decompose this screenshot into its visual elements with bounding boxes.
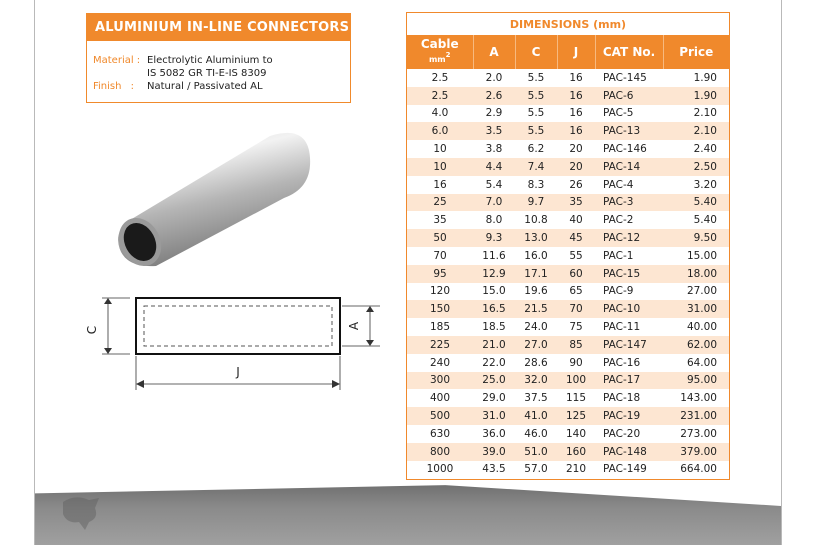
cell-cat: PAC-5 [603,107,634,120]
cell-a: 16.5 [473,300,515,318]
cell-j: 210 [565,463,587,476]
connector-tube-image [118,128,318,268]
cell-j: 55 [569,249,583,262]
cell-c: 5.5 [527,107,545,120]
table-body [407,69,729,478]
table-row [407,265,729,283]
table-row [407,140,729,158]
table-row [407,176,729,194]
header-cable-unit-sup: 2 [445,51,451,59]
cell-cable: 225 [407,336,473,354]
cell-price: 5.40 [663,194,729,212]
cell-price: 273.00 [680,427,717,440]
table-row [407,69,729,87]
cell-price: 2.10 [693,107,717,120]
cell-price: 62.00 [663,336,729,354]
cell-c: 17.1 [515,265,557,283]
dimension-diagram [80,290,390,400]
cell-j: 75 [569,321,583,334]
cell-cat: PAC-18 [603,392,641,405]
cell-a: 5.4 [485,178,503,191]
cell-cat: PAC-16 [603,356,641,369]
cell-cable: 630 [429,427,451,440]
left-page-margin [0,0,35,545]
cell-c: 7.4 [515,158,557,176]
cell-j: 16 [569,71,583,84]
cell-cable: 4.0 [431,107,449,120]
cell-cable: 6.0 [407,122,473,140]
dimensions-panel [406,12,730,480]
product-title: ALUMINIUM IN-LINE CONNECTORS [87,14,350,41]
table-row [407,318,729,336]
cell-cat: PAC-13 [595,122,663,140]
label-a: A [347,321,361,331]
cell-cable: 35 [433,214,447,227]
cell-c: 6.2 [527,143,545,156]
finish-value: Natural / Passivated AL [147,81,263,92]
header-cable [407,35,473,69]
cell-j: 45 [557,229,595,247]
cell-c: 13.0 [515,229,557,247]
cell-c: 19.6 [524,285,548,298]
cell-a: 2.6 [473,87,515,105]
cell-j: 125 [557,407,595,425]
cell-c: 10.8 [524,214,548,227]
cell-c: 28.6 [524,356,548,369]
cell-j: 160 [557,443,595,461]
cell-price: 2.40 [693,143,717,156]
cell-price: 9.50 [663,229,729,247]
cell-price: 2.50 [663,158,729,176]
header-j: J [557,35,595,69]
cell-cable: 150 [407,300,473,318]
cell-cat: PAC-17 [595,372,663,390]
cell-a: 9.3 [473,229,515,247]
cell-price: 95.00 [663,372,729,390]
cell-a: 18.5 [482,321,506,334]
cell-c: 16.0 [524,249,548,262]
material-spec-cont [93,68,267,79]
cell-j: 26 [569,178,583,191]
cell-price: 664.00 [680,463,717,476]
table-row [407,122,729,140]
table-row [407,425,729,443]
cell-a: 2.9 [485,107,503,120]
header-cat: CAT No. [595,35,663,69]
material-value-line1: Electrolytic Aluminium to [147,55,273,66]
cell-cable: 10 [433,143,447,156]
cell-cat: PAC-4 [603,178,634,191]
cell-j: 140 [565,427,587,440]
right-page-margin [781,0,815,545]
cell-a: 11.6 [482,249,506,262]
cell-cable: 120 [429,285,451,298]
cell-a: 25.0 [473,372,515,390]
dimensions-table [407,35,729,478]
cell-price: 2.10 [663,122,729,140]
cell-cable: 500 [407,407,473,425]
table-row [407,461,729,479]
table-row [407,336,729,354]
cell-a: 8.0 [485,214,503,227]
cell-cat: PAC-10 [595,300,663,318]
table-row [407,211,729,229]
cell-j: 16 [557,87,595,105]
cell-price: 31.00 [663,300,729,318]
cell-c: 9.7 [515,194,557,212]
cell-cat: PAC-12 [595,229,663,247]
cell-cable: 70 [433,249,447,262]
cell-c: 41.0 [515,407,557,425]
cell-price: 231.00 [663,407,729,425]
cell-c: 5.5 [527,71,545,84]
header-cable-unit: mm [428,55,446,64]
cell-a: 31.0 [473,407,515,425]
header-price: Price [663,35,729,69]
cell-price: 3.20 [693,178,717,191]
cell-j: 16 [557,122,595,140]
table-row [407,443,729,461]
cell-c: 32.0 [515,372,557,390]
inner-bore-outline [144,306,332,346]
cell-c: 27.0 [515,336,557,354]
cell-a: 36.0 [482,427,506,440]
cell-a: 21.0 [473,336,515,354]
table-row [407,194,729,212]
cell-c: 21.5 [515,300,557,318]
cell-price: 18.00 [663,265,729,283]
cell-price: 27.00 [686,285,717,298]
cell-c: 24.0 [524,321,548,334]
table-row [407,407,729,425]
product-title-box [86,13,351,103]
material-value-line2: IS 5082 GR TI-E-IS 8309 [147,68,267,79]
cell-cable: 25 [407,194,473,212]
header-c: C [515,35,557,69]
header-a: A [473,35,515,69]
cell-price: 379.00 [663,443,729,461]
cell-a: 3.5 [473,122,515,140]
cell-a: 3.8 [485,143,503,156]
finish-spec [93,81,263,92]
cell-c: 57.0 [524,463,548,476]
cell-cat: PAC-148 [595,443,663,461]
cell-a: 43.5 [482,463,506,476]
label-c: C [85,325,99,335]
cell-j: 115 [565,392,587,405]
cell-cable: 240 [429,356,451,369]
cell-j: 20 [569,143,583,156]
cell-cable: 1000 [426,463,454,476]
cell-cable: 95 [407,265,473,283]
cell-cable: 16 [433,178,447,191]
table-row [407,87,729,105]
cell-price: 1.90 [693,71,717,84]
cell-cat: PAC-6 [595,87,663,105]
cell-c: 5.5 [515,87,557,105]
cell-cat: PAC-146 [603,143,647,156]
cell-cat: PAC-15 [595,265,663,283]
cell-a: 4.4 [473,158,515,176]
cell-j: 100 [557,372,595,390]
table-row [407,158,729,176]
material-spec [93,55,273,66]
table-row [407,354,729,372]
cell-cat: PAC-149 [603,463,647,476]
cell-cat: PAC-14 [595,158,663,176]
cell-cat: PAC-20 [603,427,641,440]
cell-price: 15.00 [686,249,717,262]
cell-j: 40 [569,214,583,227]
cell-cable: 2.5 [431,71,449,84]
cell-c: 37.5 [524,392,548,405]
table-row [407,283,729,301]
dimensions-title: DIMENSIONS (mm) [509,18,627,31]
cell-c: 8.3 [527,178,545,191]
table-row [407,247,729,265]
label-j: J [236,365,240,379]
table-row [407,105,729,123]
cell-c: 5.5 [515,122,557,140]
cell-cable: 800 [407,443,473,461]
cell-cable: 400 [429,392,451,405]
cell-cable: 2.5 [407,87,473,105]
cell-a: 39.0 [473,443,515,461]
cell-a: 22.0 [482,356,506,369]
cell-a: 7.0 [473,194,515,212]
cell-price: 40.00 [686,321,717,334]
finish-separator: : [130,81,135,92]
cell-j: 90 [569,356,583,369]
cell-cable: 185 [429,321,451,334]
cell-j: 65 [569,285,583,298]
cell-j: 16 [569,107,583,120]
cell-cat: PAC-3 [595,194,663,212]
cell-cat: PAC-19 [595,407,663,425]
cell-price: 1.90 [663,87,729,105]
cell-cable: 10 [407,158,473,176]
cell-cat: PAC-2 [603,214,634,227]
finish-label: Finish [93,81,122,92]
cell-a: 15.0 [482,285,506,298]
cell-cat: PAC-145 [603,71,647,84]
table-row [407,372,729,390]
material-label: Material : [93,55,141,66]
table-row [407,300,729,318]
cell-j: 35 [557,194,595,212]
cell-j: 70 [557,300,595,318]
cell-price: 143.00 [680,392,717,405]
cell-j: 60 [557,265,595,283]
footer-band [35,482,781,545]
cell-j: 20 [557,158,595,176]
footer-logo-icon [55,492,105,532]
cell-c: 46.0 [524,427,548,440]
cell-cat: PAC-11 [603,321,641,334]
header-cable-label: Cable [420,37,459,51]
table-row [407,389,729,407]
cell-price: 64.00 [686,356,717,369]
cell-cable: 50 [407,229,473,247]
cell-a: 2.0 [485,71,503,84]
cell-a: 29.0 [482,392,506,405]
table-header-row [407,35,729,69]
table-row [407,229,729,247]
cell-cat: PAC-147 [595,336,663,354]
cell-cat: PAC-9 [603,285,634,298]
cell-c: 51.0 [515,443,557,461]
cell-j: 85 [557,336,595,354]
cell-cable: 300 [407,372,473,390]
cell-a: 12.9 [473,265,515,283]
cell-cat: PAC-1 [603,249,634,262]
cell-price: 5.40 [693,214,717,227]
